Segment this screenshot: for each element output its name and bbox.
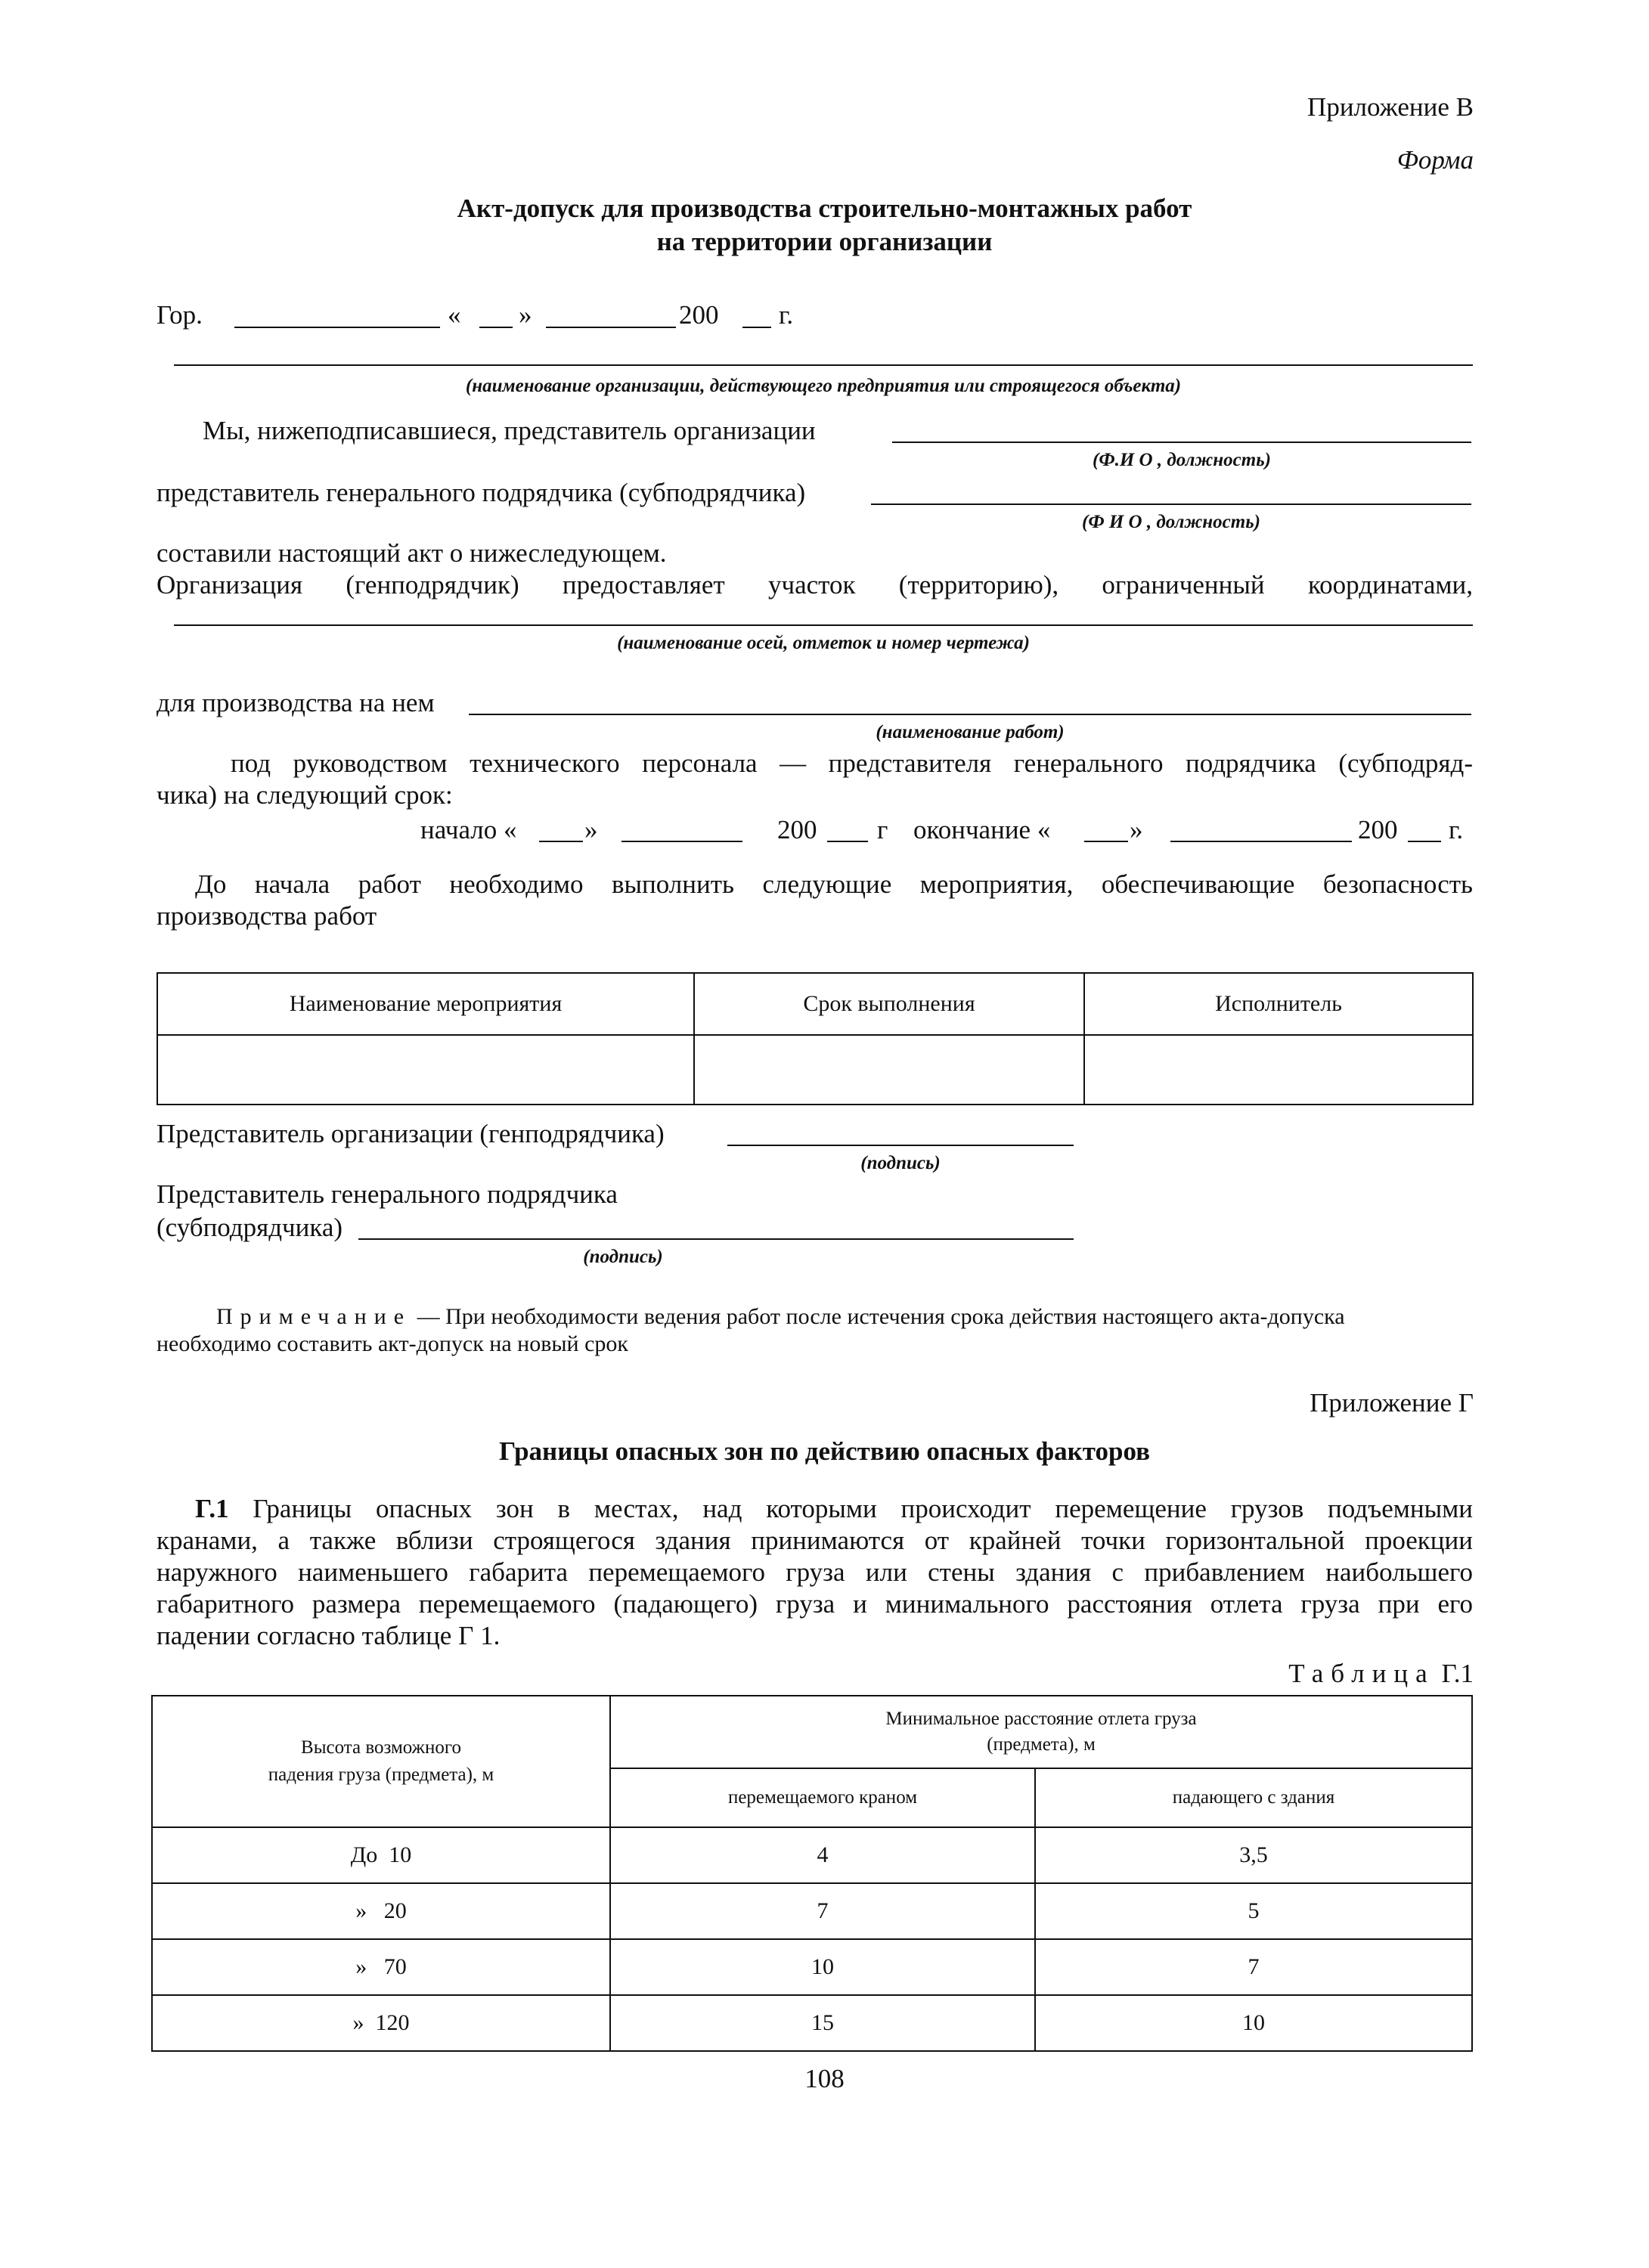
act-title-line1: Акт-допуск для производства строительно-монтажных работ bbox=[457, 194, 1192, 223]
rep-org-signature-field[interactable] bbox=[727, 1145, 1074, 1146]
row-crane: 7 bbox=[610, 1883, 1035, 1939]
caption-fio-1: (Ф.И О , должность) bbox=[1093, 450, 1271, 470]
end-month-field[interactable] bbox=[1170, 841, 1352, 842]
rep-gen-line-2: (субподрядчика) bbox=[157, 1213, 343, 1242]
composed-text: составили настоящий акт о нижеследующем. bbox=[157, 538, 667, 568]
clause-number: Г.1 bbox=[195, 1494, 229, 1523]
measures-table bbox=[157, 972, 1474, 1105]
table-caption bbox=[1288, 1659, 1474, 1689]
row-height: » 120 bbox=[152, 1995, 610, 2051]
form-label: Форма bbox=[1396, 145, 1474, 175]
table-row bbox=[152, 1827, 1472, 1883]
start-month-field[interactable] bbox=[621, 841, 742, 842]
works-name-field[interactable] bbox=[469, 714, 1471, 715]
guidance-line-2: чика) на следующий срок: bbox=[157, 780, 453, 810]
gen-contractor-text: представитель генерального подрядчика (субподрядчика) bbox=[157, 478, 806, 507]
organization-name-field[interactable] bbox=[174, 364, 1473, 366]
end-year-prefix: 200 bbox=[1358, 815, 1398, 844]
measures-cell-deadline[interactable] bbox=[694, 1035, 1084, 1105]
header-height: Высота возможного падения груза (предмета), м bbox=[152, 1696, 610, 1827]
note-line-1 bbox=[216, 1303, 1345, 1331]
rep-gen-signature-field[interactable] bbox=[358, 1238, 1074, 1240]
end-day-close: » bbox=[1130, 815, 1143, 844]
row-height: » 70 bbox=[152, 1939, 610, 1995]
table-label: Таблица bbox=[1288, 1659, 1435, 1688]
caption-signature-1: (подпись) bbox=[860, 1153, 941, 1173]
clause-line-5: падении согласно таблице Г 1. bbox=[157, 1621, 501, 1650]
org-representative-field[interactable] bbox=[892, 442, 1471, 443]
measures-cell-executor[interactable] bbox=[1084, 1035, 1473, 1105]
caption-fio-2: (Ф И О , должность) bbox=[1082, 512, 1260, 532]
clause-line-4: габаритного размера перемещаемого (падающего) груза и минимального расстояния отлета груза при его bbox=[157, 1589, 1473, 1619]
start-year-field[interactable] bbox=[827, 841, 868, 842]
end-g: г. bbox=[1449, 815, 1464, 844]
appendix-b-label: Приложение В bbox=[1307, 92, 1474, 122]
clause-line-2: кранами, а также вблизи строящегося здания принимаются от крайней точки горизонтальной проекции bbox=[157, 1526, 1473, 1555]
start-label: начало « bbox=[420, 815, 517, 844]
table-row bbox=[152, 1939, 1472, 1995]
we-undersigned-text: Мы, нижеподписавшиеся, представитель организации bbox=[203, 416, 816, 445]
day-quote-open: « bbox=[448, 300, 461, 330]
measures-cell-name[interactable] bbox=[157, 1035, 694, 1105]
end-day-field[interactable] bbox=[1084, 841, 1128, 842]
start-year-prefix: 200 bbox=[777, 815, 817, 844]
row-crane: 10 bbox=[610, 1939, 1035, 1995]
caption-organization: (наименование организации, действующего предприятия или строящегося объекта) bbox=[465, 376, 1182, 396]
coordinates-field[interactable] bbox=[174, 624, 1473, 626]
header-falling-from-building: падающего с здания bbox=[1035, 1768, 1472, 1827]
month-field[interactable] bbox=[546, 327, 676, 328]
clause-line-3: наружного наименьшего габарита перемещаемого груза или стены здания с прибавлением наибольшего bbox=[157, 1557, 1473, 1587]
rep-gen-line-1: Представитель генерального подрядчика bbox=[157, 1179, 618, 1209]
appendix-g-title: Границы опасных зон по действию опасных факторов bbox=[499, 1436, 1150, 1466]
caption-signature-2: (подпись) bbox=[583, 1247, 663, 1267]
caption-axes: (наименование осей, отметок и номер чертежа) bbox=[617, 633, 1030, 653]
row-height: » 20 bbox=[152, 1883, 610, 1939]
row-height: До 10 bbox=[152, 1827, 610, 1883]
appendix-g-label: Приложение Г bbox=[1310, 1388, 1474, 1418]
year-suffix: г. bbox=[779, 300, 794, 330]
city-label: Гор. bbox=[157, 300, 203, 330]
caption-works: (наименование работ) bbox=[876, 722, 1065, 742]
start-day-close: » bbox=[584, 815, 598, 844]
row-building: 3,5 bbox=[1035, 1827, 1472, 1883]
gen-contractor-representative-field[interactable] bbox=[871, 503, 1471, 505]
note-label: Примечание bbox=[216, 1304, 412, 1329]
guidance-line-1: под руководством технического персонала — представителя генерального подрядчика (субподряд- bbox=[231, 748, 1473, 778]
measures-header-name: Наименование мероприятия bbox=[157, 973, 694, 1035]
year-prefix: 200 bbox=[679, 300, 719, 330]
table-number: Г.1 bbox=[1441, 1659, 1474, 1688]
organization-provides-text: Организация (генподрядчик) предоставляет участок (территорию), ограниченный координатами, bbox=[157, 570, 1473, 600]
measures-header-executor: Исполнитель bbox=[1084, 973, 1473, 1035]
row-crane: 15 bbox=[610, 1995, 1035, 2051]
start-day-field[interactable] bbox=[539, 841, 583, 842]
note-line-2: необходимо составить акт-допуск на новый срок bbox=[157, 1331, 628, 1356]
day-field[interactable] bbox=[479, 327, 513, 328]
row-crane: 4 bbox=[610, 1827, 1035, 1883]
rep-org-text: Представитель организации (генподрядчика) bbox=[157, 1119, 665, 1148]
danger-zone-table bbox=[151, 1695, 1473, 2052]
note-text: — При необходимости ведения работ после истечения срока действия настоящего акта-допуска bbox=[411, 1304, 1345, 1329]
row-building: 7 bbox=[1035, 1939, 1472, 1995]
city-field[interactable] bbox=[234, 327, 440, 328]
table-row bbox=[152, 1995, 1472, 2051]
clause-line-1: Г.1 Границы опасных зон в местах, над которыми происходит перемещение грузов подъемными bbox=[195, 1494, 1473, 1523]
for-production-text: для производства на нем bbox=[157, 688, 435, 717]
act-title-line2: на территории организации bbox=[656, 227, 993, 256]
start-g: г bbox=[877, 815, 888, 844]
end-label: окончание « bbox=[913, 815, 1051, 844]
end-year-field[interactable] bbox=[1408, 841, 1441, 842]
row-building: 10 bbox=[1035, 1995, 1472, 2051]
header-moved-by-crane: перемещаемого краном bbox=[610, 1768, 1035, 1827]
day-quote-close: » bbox=[519, 300, 532, 330]
measures-header-deadline: Срок выполнения bbox=[694, 973, 1084, 1035]
row-building: 5 bbox=[1035, 1883, 1472, 1939]
table-row bbox=[152, 1883, 1472, 1939]
year-field[interactable] bbox=[742, 327, 771, 328]
page-number: 108 bbox=[804, 2064, 845, 2093]
measures-line-1: До начала работ необходимо выполнить следующие мероприятия, обеспечивающие безопасность bbox=[195, 869, 1473, 899]
header-min-distance: Минимальное расстояние отлета груза (предмета), м bbox=[610, 1696, 1472, 1768]
measures-line-2: производства работ bbox=[157, 901, 377, 931]
